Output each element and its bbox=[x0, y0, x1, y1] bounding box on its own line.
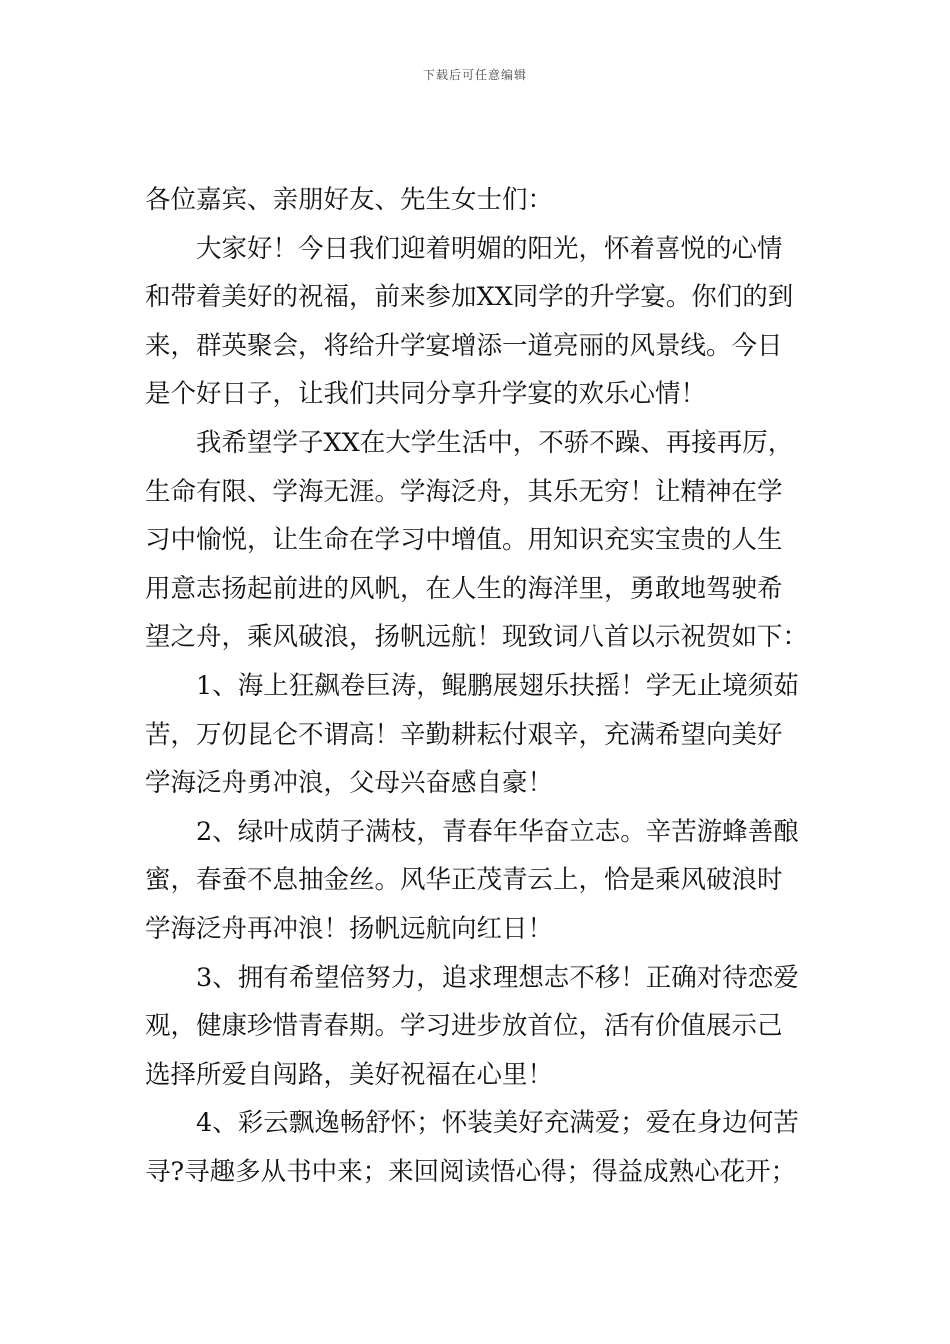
poem-2-line: 2、绿叶成荫子满枝，青春年华奋立志。辛苦游蜂善酿 bbox=[196, 816, 799, 847]
poem-3-line: 3、拥有希望倍努力，追求理想志不移！正确对待恋爱 bbox=[196, 962, 799, 993]
poem-4-line: 4、彩云飘逸畅舒怀；怀装美好充满爱；爱在身边何苦 bbox=[196, 1108, 799, 1139]
poem-3-line: 选择所爱自闯路，美好祝福在心里！ bbox=[145, 1059, 554, 1090]
document-body bbox=[145, 176, 809, 1196]
paragraph-line: 大家好！今日我们迎着明媚的阳光，怀着喜悦的心情 bbox=[196, 233, 783, 264]
paragraph-line: 生命有限、学海无涯。学海泛舟，其乐无穷！让精神在学 bbox=[145, 476, 783, 507]
paragraph-line: 用意志扬起前进的风帆，在人生的海洋里，勇敢地驾驶希 bbox=[145, 573, 783, 604]
poem-1-line: 1、海上狂飙卷巨涛，鲲鹏展翅乐扶摇！学无止境须茹 bbox=[196, 670, 799, 701]
poem-4-line: 寻?寻趣多从书中来；来回阅读悟心得；得益成熟心花开； bbox=[145, 1156, 797, 1187]
poem-1-line: 苦，万仞昆仑不谓高！辛勤耕耘付艰辛，充满希望向美好 bbox=[145, 719, 783, 750]
paragraph-line: 习中愉悦，让生命在学习中增值。用知识充实宝贵的人生 bbox=[145, 525, 783, 556]
poem-3-line: 观，健康珍惜青春期。学习进步放首位，活有价值展示己 bbox=[145, 1011, 783, 1042]
poem-2-line: 学海泛舟再冲浪！扬帆远航向红日！ bbox=[145, 913, 554, 944]
salutation-line: 各位嘉宾、亲朋好友、先生女士们： bbox=[145, 185, 554, 215]
header-note: 下载后可任意编辑 bbox=[422, 68, 527, 82]
poem-2-line: 蜜，春蚕不息抽金丝。风华正茂青云上，恰是乘风破浪时 bbox=[145, 865, 783, 896]
paragraph-line: 望之舟，乘风破浪，扬帆远航！现致词八首以示祝贺如下： bbox=[145, 622, 809, 653]
paragraph-line: 我希望学子XX在大学生活中，不骄不躁、再接再厉， bbox=[196, 427, 794, 458]
paragraph-line: 和带着美好的祝福，前来参加XX同学的升学宴。你们的到 bbox=[145, 282, 794, 313]
paragraph-line: 是个好日子，让我们共同分享升学宴的欢乐心情！ bbox=[145, 379, 707, 410]
poem-1-line: 学海泛舟勇冲浪，父母兴奋感自豪！ bbox=[145, 768, 554, 799]
paragraph-line: 来，群英聚会，将给升学宴增添一道亮丽的风景线。今日 bbox=[145, 330, 783, 361]
